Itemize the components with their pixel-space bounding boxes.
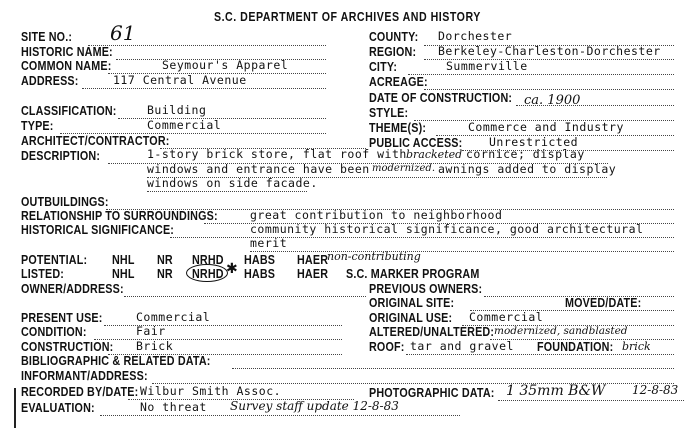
- evaluation-handwritten-note: Survey staff update 12-8-83: [230, 399, 399, 413]
- divider: [250, 251, 674, 252]
- owner-address-label: OWNER/ADDRESS:: [21, 282, 124, 296]
- divider: [462, 150, 674, 151]
- previous-owners-label: PREVIOUS OWNERS:: [369, 282, 483, 296]
- evaluation-value: No threat: [140, 400, 207, 414]
- relationship-label: RELATIONSHIP TO SURROUNDINGS:: [21, 209, 218, 223]
- present-use-value: Commercial: [136, 310, 211, 324]
- divider: [406, 354, 674, 355]
- divider: [147, 191, 307, 192]
- description-line-2a: windows and entrance have been: [147, 162, 370, 176]
- condition-value: Fair: [136, 324, 166, 338]
- divider: [94, 339, 342, 340]
- listed-nhl: NHL: [112, 267, 135, 281]
- altered-unaltered-label: ALTERED/UNALTERED:: [369, 325, 495, 339]
- county-value: Dorchester: [438, 29, 513, 43]
- county-label: COUNTY:: [369, 30, 419, 44]
- theme-value: Commerce and Industry: [468, 120, 624, 134]
- description-line-2-handwritten: modernized.: [372, 163, 436, 174]
- style-label: STYLE:: [369, 106, 409, 120]
- divider: [100, 415, 460, 416]
- date-of-construction-value: ca. 1900: [524, 93, 581, 108]
- potential-handwritten-note: non-contributing: [327, 250, 421, 263]
- common-name-label: COMMON NAME:: [21, 59, 112, 73]
- page-title: S.C. DEPARTMENT OF ARCHIVES AND HISTORY: [214, 10, 481, 24]
- original-use-label: ORIGINAL USE:: [369, 311, 453, 325]
- city-label: CITY:: [369, 60, 398, 74]
- roof-value: tar and gravel: [410, 339, 514, 353]
- historical-significance-label: HISTORICAL SIGNIFICANCE:: [21, 223, 175, 237]
- evaluation-label: EVALUATION:: [21, 401, 95, 415]
- type-value: Commercial: [147, 118, 222, 132]
- description-label: DESCRIPTION:: [21, 149, 101, 163]
- type-label: TYPE:: [21, 119, 54, 133]
- description-line-1b: cornice; display: [466, 147, 585, 161]
- informant-label: INFORMANT/ADDRESS:: [21, 369, 148, 383]
- listed-label: LISTED:: [21, 267, 65, 281]
- potential-haer: HAER: [297, 253, 329, 267]
- divider: [82, 88, 326, 89]
- altered-value: modernized, sandblasted: [494, 325, 628, 337]
- site-no-label: SITE NO.:: [21, 30, 73, 44]
- bibliographic-label: BIBLIOGRAPHIC & RELATED DATA:: [21, 354, 211, 368]
- region-label: REGION:: [369, 45, 417, 59]
- listed-haer: HAER: [297, 267, 329, 281]
- recorded-by-value: Wilbur Smith Assoc.: [140, 384, 282, 398]
- classification-value: Building: [147, 103, 207, 117]
- condition-label: CONDITION:: [21, 325, 87, 339]
- relationship-value: great contribution to neighborhood: [250, 208, 503, 222]
- site-no-value: 61: [110, 21, 136, 45]
- divider: [124, 296, 366, 297]
- foundation-value: brick: [622, 340, 651, 353]
- theme-label: THEME(S):: [369, 121, 427, 135]
- original-use-value: Commercial: [469, 310, 544, 324]
- divider: [88, 45, 326, 46]
- listed-nrhd: NRHD: [192, 267, 224, 281]
- star-icon: ✱: [226, 261, 238, 277]
- photographic-data-value: 1 35mm B&W: [506, 383, 606, 399]
- potential-nhl: NHL: [112, 253, 135, 267]
- address-label: ADDRESS:: [21, 74, 79, 88]
- roof-label: ROOF:: [369, 340, 405, 354]
- architect-label: ARCHITECT/CONTRACTOR:: [21, 134, 170, 148]
- divider: [408, 74, 674, 75]
- divider: [170, 237, 674, 238]
- acreage-label: ACREAGE:: [369, 75, 428, 89]
- divider: [424, 89, 674, 90]
- public-access-value: Unrestricted: [489, 135, 579, 149]
- construction-value: Brick: [136, 339, 174, 353]
- divider: [516, 105, 674, 106]
- potential-habs: HABS: [244, 253, 276, 267]
- foundation-label: FOUNDATION:: [537, 340, 614, 354]
- construction-label: CONSTRUCTION:: [21, 340, 114, 354]
- divider: [498, 400, 684, 401]
- significance-line-1: community historical significance, good architectural: [250, 222, 644, 236]
- moved-date-label: MOVED/DATE:: [565, 296, 642, 310]
- margin-mark: [14, 388, 16, 428]
- public-access-label: PUBLIC ACCESS:: [369, 136, 463, 150]
- region-value: Berkeley-Charleston-Dorchester: [438, 44, 661, 58]
- nrhd-circle-mark: [186, 264, 228, 282]
- listed-habs: HABS: [244, 267, 276, 281]
- divider: [232, 368, 674, 369]
- original-site-label: ORIGINAL SITE:: [369, 296, 455, 310]
- photographic-data-label: PHOTOGRAPHIC DATA:: [369, 386, 495, 400]
- photographic-data-date: 12-8-83: [632, 383, 679, 397]
- potential-nr: NR: [157, 253, 173, 267]
- listed-nr: NR: [157, 267, 173, 281]
- description-line-3: windows on side facade.: [147, 176, 318, 190]
- marker-program-label: S.C. MARKER PROGRAM: [346, 267, 480, 281]
- present-use-label: PRESENT USE:: [21, 311, 103, 325]
- potential-nrhd: NRHD: [192, 253, 224, 267]
- description-line-2b: awnings added to display: [438, 162, 617, 176]
- city-value: Summerville: [446, 59, 528, 73]
- significance-line-2: merit: [250, 236, 288, 250]
- classification-label: CLASSIFICATION:: [21, 104, 117, 118]
- description-line-1a: 1-story brick store, flat roof with: [147, 147, 407, 161]
- recorded-by-label: RECORDED BY/DATE:: [21, 385, 139, 399]
- potential-label: POTENTIAL:: [21, 253, 88, 267]
- historic-name-label: HISTORIC NAME:: [21, 45, 113, 59]
- outbuildings-label: OUTBUILDINGS:: [21, 195, 109, 209]
- description-line-1-handwritten: bracketed: [406, 148, 463, 161]
- common-name-value: Seymour's Apparel: [162, 58, 289, 72]
- date-of-construction-label: DATE OF CONSTRUCTION:: [369, 91, 513, 105]
- address-value: 117 Central Avenue: [113, 73, 247, 87]
